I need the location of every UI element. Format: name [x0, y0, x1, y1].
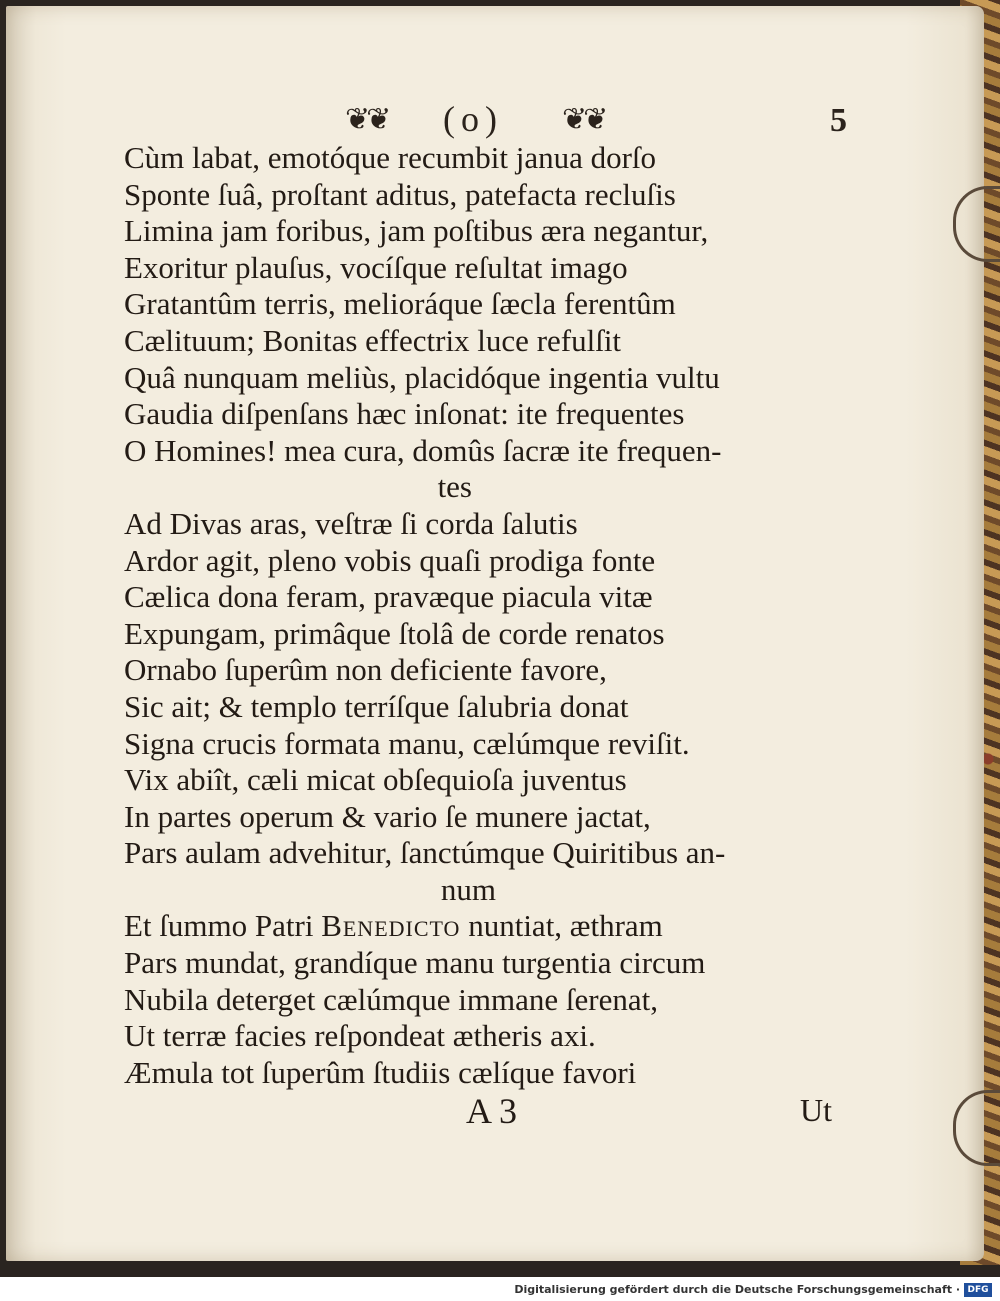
- footer-bar: [0, 1277, 1000, 1301]
- verse-line: Vix abiît, cæli micat obſequioſa juventus: [124, 762, 627, 798]
- verse-segment: nuntiat, æthram: [468, 908, 663, 944]
- verse-line: Gratantûm terris, melioráque ſæcla ferentûm: [124, 286, 676, 322]
- verse-line: Pars mundat, grandíque manu turgentia circum: [124, 945, 706, 981]
- verse-line: Expungam, primâque ſtolâ de corde renatos: [124, 615, 665, 651]
- header-ornament-right: ❦❦: [562, 102, 605, 137]
- verse-line: Nubila deterget cælúmque immane ſerenat,: [124, 981, 658, 1017]
- verse-line-turnover: tes: [437, 469, 472, 505]
- verse-line: Signa crucis formata manu, cælúmque reviſit.: [124, 725, 690, 761]
- verse-line: Exoritur plauſus, vocíſque reſultat imago: [124, 249, 628, 285]
- catchword: Ut: [800, 1092, 832, 1128]
- funding-credit: Digitalisierung gefördert durch die Deutsche Forschungsgemeinschaft ·: [514, 1283, 960, 1296]
- page-number: 5: [830, 102, 847, 139]
- verse-line: Pars aulam advehitur, ſanctúmque Quiritibus an-: [124, 835, 726, 871]
- verse-text: [124, 140, 864, 1091]
- verse-line: Cælituum; Bonitas effectrix luce refulſit: [124, 322, 622, 358]
- verse-line: Sic ait; & templo terríſque ſalubria donat: [124, 688, 629, 724]
- verse-line: Gaudia diſpenſans hæc inſonat: ite frequentes: [124, 396, 685, 432]
- verse-line-turnover: num: [440, 871, 496, 907]
- dfg-logo-icon: DFG: [964, 1283, 992, 1297]
- verse-line: O Homines! mea cura, domûs ſacræ ite frequen-: [124, 432, 722, 468]
- verse-line-with-name: [124, 908, 864, 945]
- verse-line: Ardor agit, pleno vobis quaſi prodiga fonte: [124, 542, 656, 578]
- verse-line: In partes operum & vario ſe munere jactat,: [124, 798, 651, 834]
- verse-line: Æmula tot ſuperûm ſtudiis cælíque favori: [124, 1054, 637, 1090]
- verse-line: Ut terræ facies reſpondeat ætheris axi.: [124, 1018, 596, 1054]
- verse-line: Sponte ſuâ, proſtant aditus, patefacta recluſis: [124, 176, 676, 212]
- verse-segment: Et ſummo Patri: [124, 908, 314, 944]
- verse-line: Ad Divas aras, veſtræ ſi corda ſalutis: [124, 505, 578, 541]
- verse-line: Cùm labat, emotóque recumbit janua dorſo: [124, 140, 657, 175]
- signature-mark: A 3: [466, 1091, 518, 1131]
- proper-name-benedicto: Benedicto: [321, 908, 461, 944]
- verse-line: Limina jam foribus, jam poſtibus æra negantur,: [124, 213, 709, 249]
- header-ornament-left: ❦❦: [345, 102, 388, 137]
- verse-line: Ornabo ſuperûm non deficiente favore,: [124, 652, 607, 688]
- verse-line: Cælica dona feram, pravæque piacula vitæ: [124, 579, 653, 615]
- header-folio-mark: (o): [443, 99, 503, 139]
- verse-line: Quâ nunquam meliùs, placidóque ingentia vultu: [124, 359, 720, 395]
